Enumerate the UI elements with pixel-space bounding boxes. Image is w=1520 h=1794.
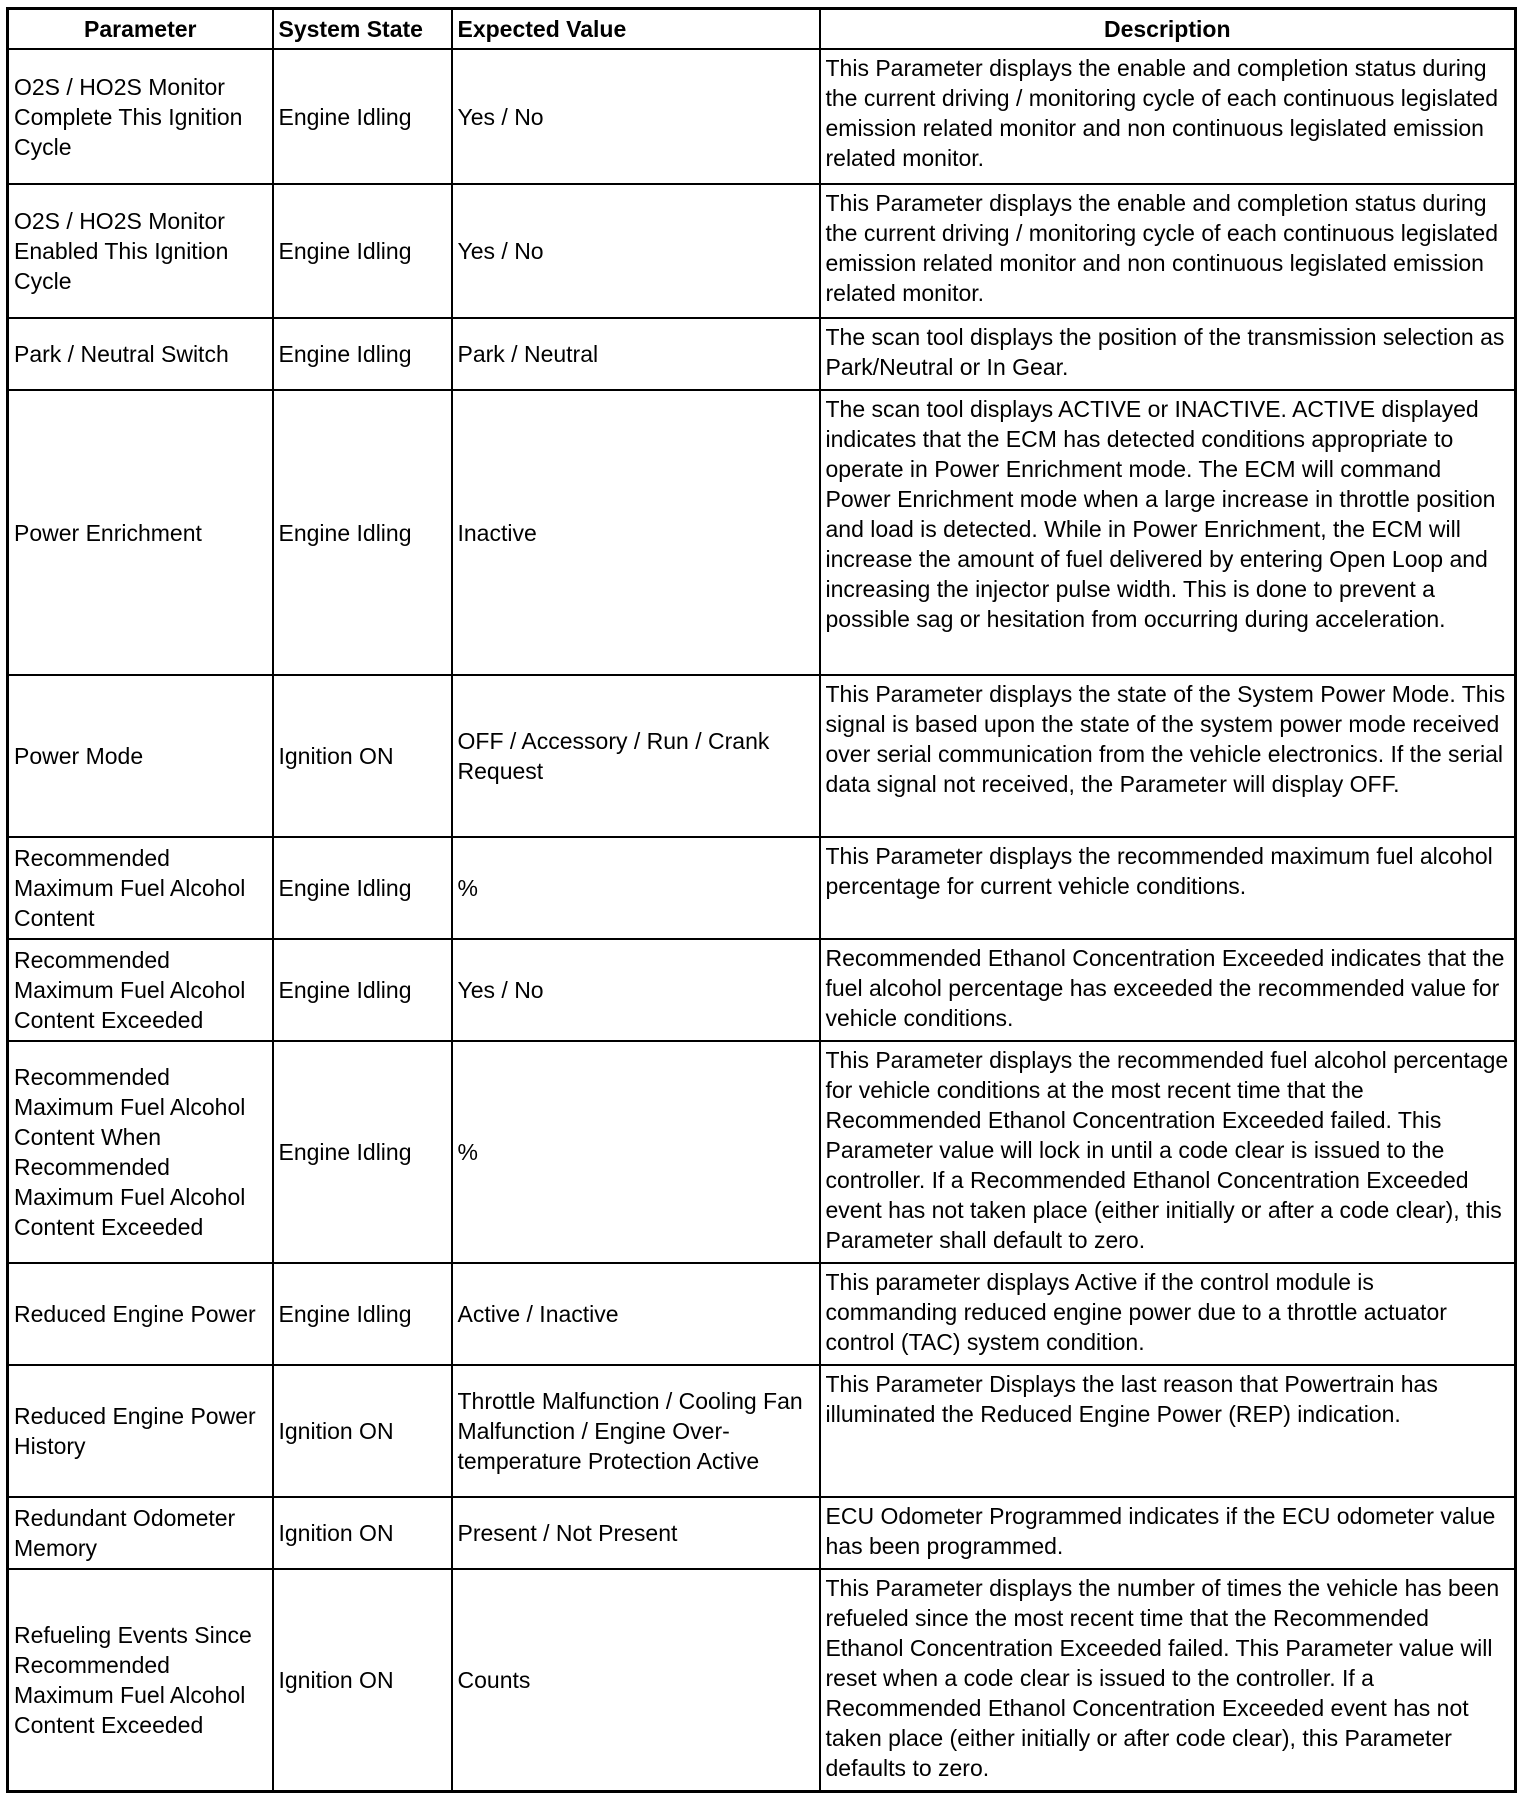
system-state-cell: Ignition ON xyxy=(273,1569,452,1791)
expected-value-cell: Yes / No xyxy=(452,939,820,1041)
system-state-cell: Engine Idling xyxy=(273,318,452,390)
table-row xyxy=(8,1041,1516,1263)
header-parameter: Parameter xyxy=(8,9,273,50)
parameter-cell: Recommended Maximum Fuel Alcohol Content Exceeded xyxy=(8,939,273,1041)
parameter-cell: Recommended Maximum Fuel Alcohol Content When Recommended Maximum Fuel Alcohol Content Exceeded xyxy=(8,1041,273,1263)
expected-value-cell: Throttle Malfunction / Cooling Fan Malfunction / Engine Over-temperature Protection Active xyxy=(452,1365,820,1497)
description-cell: This Parameter displays the state of the System Power Mode. This signal is based upon the state of the system power mode received over serial communication from the vehicle electronics. If the serial data signal not received, the Parameter will display OFF. xyxy=(820,675,1516,837)
parameter-cell: Power Enrichment xyxy=(8,390,273,675)
table-row xyxy=(8,318,1516,390)
parameter-cell: Reduced Engine Power History xyxy=(8,1365,273,1497)
parameter-cell: O2S / HO2S Monitor Complete This Ignition Cycle xyxy=(8,49,273,184)
table-row xyxy=(8,1365,1516,1497)
table-row xyxy=(8,1263,1516,1365)
expected-value-cell: Yes / No xyxy=(452,49,820,184)
table-header-row xyxy=(8,9,1516,50)
description-cell: The scan tool displays the position of the transmission selection as Park/Neutral or In Gear. xyxy=(820,318,1516,390)
expected-value-cell: Inactive xyxy=(452,390,820,675)
expected-value-cell: Counts xyxy=(452,1569,820,1791)
header-system-state: System State xyxy=(273,9,452,50)
description-cell: This Parameter displays the number of times the vehicle has been refueled since the most recent time that the Recommended Ethanol Concentration Exceeded failed. This Parameter value will reset when a code clear is issued to the controller. If a Recommended Ethanol Concentration Exceeded event has not taken place (either initially or after code clear), this Parameter defaults to zero. xyxy=(820,1569,1516,1791)
system-state-cell: Engine Idling xyxy=(273,1263,452,1365)
description-cell: Recommended Ethanol Concentration Exceeded indicates that the fuel alcohol percentage has exceeded the recommended value for vehicle conditions. xyxy=(820,939,1516,1041)
table-row xyxy=(8,184,1516,318)
description-cell: ECU Odometer Programmed indicates if the ECU odometer value has been programmed. xyxy=(820,1497,1516,1569)
parameter-cell: Refueling Events Since Recommended Maximum Fuel Alcohol Content Exceeded xyxy=(8,1569,273,1791)
header-expected-value: Expected Value xyxy=(452,9,820,50)
parameter-cell: Power Mode xyxy=(8,675,273,837)
header-description: Description xyxy=(820,9,1516,50)
description-cell: The scan tool displays ACTIVE or INACTIVE. ACTIVE displayed indicates that the ECM has detected conditions appropriate to operate in Power Enrichment mode. The ECM will command Power Enrichment mode when a large increase in throttle position and load is detected. While in Power Enrichment, the ECM will increase the amount of fuel delivered by entering Open Loop and increasing the injector pulse width. This is done to prevent a possible sag or hesitation from occurring during acceleration. xyxy=(820,390,1516,675)
system-state-cell: Engine Idling xyxy=(273,1041,452,1263)
parameter-table-container xyxy=(6,7,1514,1793)
description-cell: This Parameter displays the enable and completion status during the current driving / monitoring cycle of each continuous legislated emission related monitor and non continuous legislated emission related monitor. xyxy=(820,184,1516,318)
system-state-cell: Ignition ON xyxy=(273,675,452,837)
expected-value-cell: Present / Not Present xyxy=(452,1497,820,1569)
expected-value-cell: Active / Inactive xyxy=(452,1263,820,1365)
parameter-cell: O2S / HO2S Monitor Enabled This Ignition Cycle xyxy=(8,184,273,318)
description-cell: This Parameter displays the recommended fuel alcohol percentage for vehicle conditions at the most recent time that the Recommended Ethanol Concentration Exceeded failed. This Parameter value will lock in until a code clear is issued to the controller. If a Recommended Ethanol Concentration Exceeded event has not taken place (either initially or after a code clear), this Parameter shall default to zero. xyxy=(820,1041,1516,1263)
table-row xyxy=(8,675,1516,837)
expected-value-cell: % xyxy=(452,837,820,939)
parameter-cell: Recommended Maximum Fuel Alcohol Content xyxy=(8,837,273,939)
description-cell: This Parameter displays the recommended maximum fuel alcohol percentage for current vehicle conditions. xyxy=(820,837,1516,939)
parameter-cell: Park / Neutral Switch xyxy=(8,318,273,390)
description-cell: This parameter displays Active if the control module is commanding reduced engine power due to a throttle actuator control (TAC) system condition. xyxy=(820,1263,1516,1365)
expected-value-cell: Yes / No xyxy=(452,184,820,318)
parameter-cell: Reduced Engine Power xyxy=(8,1263,273,1365)
table-row xyxy=(8,49,1516,184)
parameter-table xyxy=(6,7,1517,1793)
expected-value-cell: Park / Neutral xyxy=(452,318,820,390)
expected-value-cell: % xyxy=(452,1041,820,1263)
description-cell: This Parameter Displays the last reason that Powertrain has illuminated the Reduced Engine Power (REP) indication. xyxy=(820,1365,1516,1497)
parameter-cell: Redundant Odometer Memory xyxy=(8,1497,273,1569)
table-row xyxy=(8,1497,1516,1569)
system-state-cell: Ignition ON xyxy=(273,1497,452,1569)
system-state-cell: Engine Idling xyxy=(273,939,452,1041)
table-row xyxy=(8,1569,1516,1791)
description-cell: This Parameter displays the enable and completion status during the current driving / monitoring cycle of each continuous legislated emission related monitor and non continuous legislated emission related monitor. xyxy=(820,49,1516,184)
table-row xyxy=(8,837,1516,939)
system-state-cell: Engine Idling xyxy=(273,837,452,939)
system-state-cell: Engine Idling xyxy=(273,49,452,184)
system-state-cell: Engine Idling xyxy=(273,184,452,318)
system-state-cell: Engine Idling xyxy=(273,390,452,675)
table-row xyxy=(8,939,1516,1041)
system-state-cell: Ignition ON xyxy=(273,1365,452,1497)
expected-value-cell: OFF / Accessory / Run / Crank Request xyxy=(452,675,820,837)
table-row xyxy=(8,390,1516,675)
